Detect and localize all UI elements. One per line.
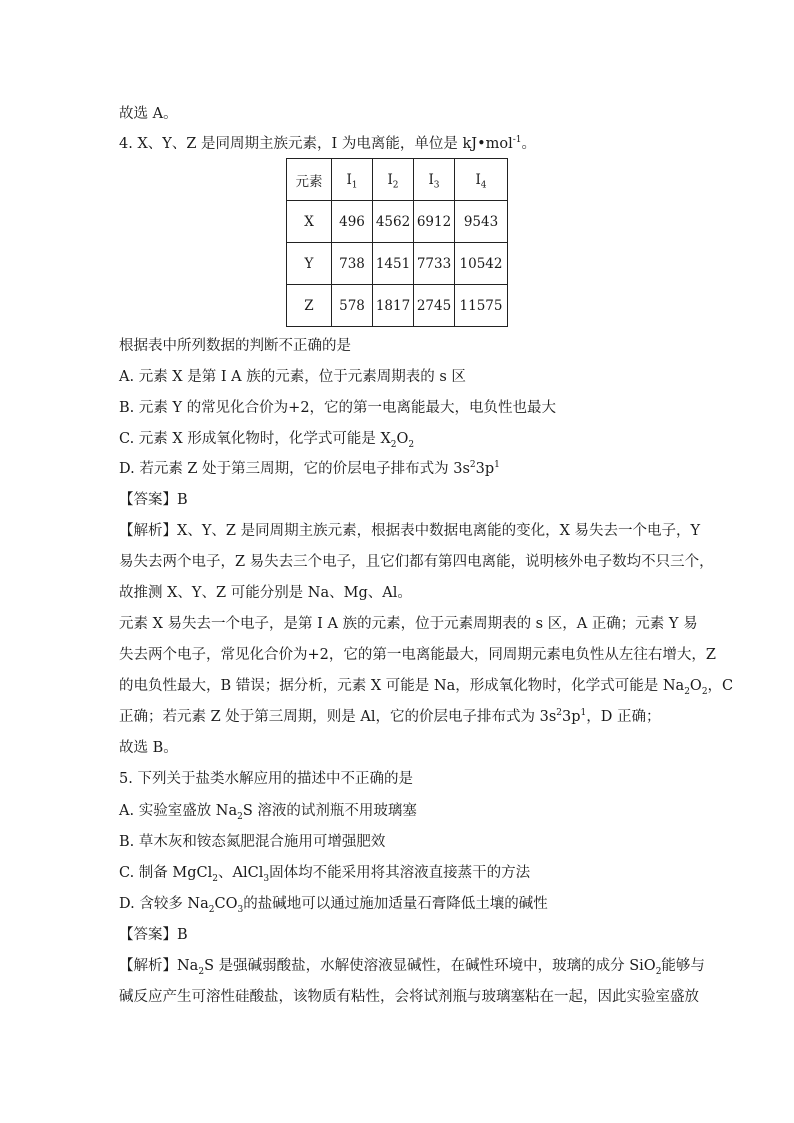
question-4-stem: 4. X、Y、Z 是同周期主族元素，I 为电离能，单位是 kJ•mol$^{-1}$。 [119,135,537,152]
table-row [287,243,508,285]
answer-label: 【答案】B [119,492,188,508]
option-b: B. 元素 Y 的常见化合价为+2，它的第一电离能最大，电负性也最大 [119,400,557,416]
table-header-cell: $I_4$ [455,159,508,201]
option-c: C. 元素 X 形成氧化物时，化学式可能是 $X_2O_2$ [119,431,415,450]
table-cell: X [287,201,332,243]
table-header-cell: 元素 [287,159,332,201]
table-cell: 1817 [373,285,414,327]
analysis-text: 元素 X 易失去一个电子，是第 I A 族的元素，位于元素周期表的 s 区，A 正确；元素 Y 易 [119,616,698,632]
analysis-text: 的电负性最大，B 错误；据分析，元素 X 可能是 Na，形成氧化物时，化学式可能是 $Na_2O_2$，C [119,678,734,697]
table-cell: 496 [332,201,373,243]
text-line: 故选 B。 [119,740,178,756]
analysis-text: 【解析】X、Y、Z 是同周期主族元素，根据表中数据电离能的变化，X 易失去一个电子，Y [119,523,701,539]
text-line: 故选 A。 [119,106,178,122]
option-c: C. 制备 MgCl$_2$、AlCl$_3$固体均不能采用将其溶液直接蒸干的方法 [119,865,531,884]
option-a: A. 元素 X 是第 I A 族的元素，位于元素周期表的 s 区 [119,369,466,385]
table-cell: Y [287,243,332,285]
table-cell: 6912 [414,201,455,243]
table-header-cell: $I_2$ [373,159,414,201]
analysis-text: 易失去两个电子，Z 易失去三个电子，且它们都有第四电离能，说明核外电子数均不只三个， [119,554,714,570]
question-5-stem: 5. 下列关于盐类水解应用的描述中不正确的是 [119,771,413,787]
table-cell: 10542 [455,243,508,285]
option-d: D. 若元素 Z 处于第三周期，它的价层电子排布式为 $3s^23p^1$ [119,460,500,477]
table-header-cell: $I_1$ [332,159,373,201]
option-a: A. 实验室盛放 $Na_2S$ 溶液的试剂瓶不用玻璃塞 [119,803,417,822]
table-cell: 1451 [373,243,414,285]
table-cell: 9543 [455,201,508,243]
table-cell: 2745 [414,285,455,327]
table-cell: 4562 [373,201,414,243]
analysis-text: 碱反应产生可溶性硅酸盐，该物质有粘性，会将试剂瓶与玻璃塞粘在一起，因此实验室盛放 [119,989,699,1005]
analysis-text: 失去两个电子，常见化合价为+2，它的第一电离能最大，同周期元素电负性从左往右增大，Z [119,647,716,663]
table-cell: 578 [332,285,373,327]
analysis-text: 【解析】$Na_2S$ 是强碱弱酸盐，水解使溶液显碱性，在碱性环境中，玻璃的成分 SiO$_2$能够与 [119,958,705,977]
option-b: B. 草木灰和铵态氮肥混合施用可增强肥效 [119,834,386,850]
table-cell: 738 [332,243,373,285]
table-row [287,285,508,327]
table-header-row [287,159,508,201]
table-cell: Z [287,285,332,327]
analysis-text: 故推测 X、Y、Z 可能分别是 Na、Mg、Al。 [119,585,412,601]
answer-label: 【答案】B [119,927,188,943]
table-header-cell: $I_3$ [414,159,455,201]
table-cell: 11575 [455,285,508,327]
analysis-text: 正确；若元素 Z 处于第三周期，则是 Al，它的价层电子排布式为 $3s^23p^1$，D 正确； [119,708,661,725]
table-cell: 7733 [414,243,455,285]
table-row [287,201,508,243]
question-prompt: 根据表中所列数据的判断不正确的是 [119,338,351,354]
option-d: D. 含较多 $Na_2CO_3$的盐碱地可以通过施加适量石膏降低土壤的碱性 [119,896,548,915]
ionization-energy-table [286,158,508,327]
